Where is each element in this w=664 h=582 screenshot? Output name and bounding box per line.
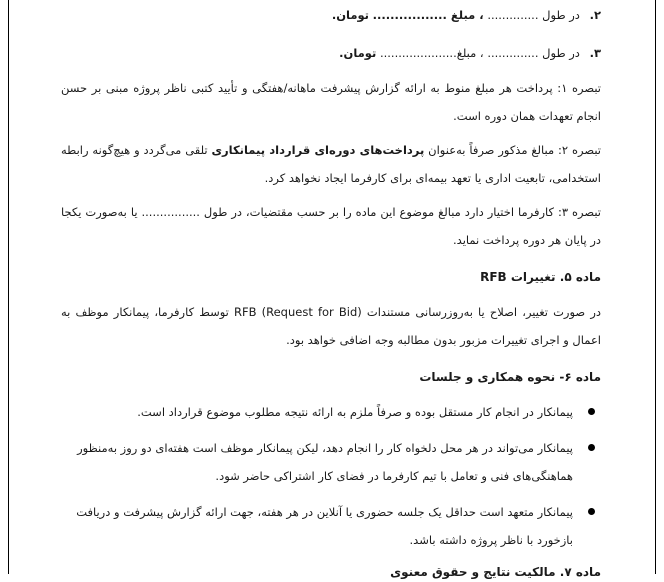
bullet-icon <box>588 444 595 451</box>
note-2-before: تبصره ۲: مبالغ مذکور صرفاً به‌عنوان <box>424 143 602 157</box>
item-amount-label: ، مبلغ ................. <box>372 8 484 22</box>
document-content <box>61 0 601 562</box>
bullet-icon <box>588 408 595 415</box>
item-currency: تومان. <box>339 46 377 60</box>
note-2 <box>61 136 601 192</box>
list-item <box>61 498 573 554</box>
article-5-title: ماده ۵. تغییرات RFB <box>480 270 601 284</box>
note-3: تبصره ۳: کارفرما اختیار دارد مبالغ موضوع این ماده را بر حسب مقتضیات، در طول ................ یا به‌صورت یکجا در پایان هر دوره پرداخت نماید. <box>61 205 601 247</box>
note-1: تبصره ۱: پرداخت هر مبلغ منوط به ارائه گزارش پیشرفت ماهانه/هفتگی و تأیید کتبی ناظر پروژه مبنی بر حسن انجام تعهدات همان دوره است. <box>61 81 602 123</box>
note-2-after: تلقی می‌گردد و هیچ‌گونه رابطه استخدامی، تابعیت اداری یا تعهد بیمه‌ای برای کارفرما ایجاد نخواهد کرد. <box>61 143 601 185</box>
item-period: در طول .............. <box>487 8 580 22</box>
list-item-text: پیمانکار می‌تواند در هر محل دلخواه کار را انجام دهد، لیکن پیمانکار موظف است هفته‌ای دو روز به‌منظور هماهنگی‌های فنی و تعامل با تیم کارفرما در فضای کار اشتراکی حاضر شود. <box>77 441 573 483</box>
note-2-bold: پرداخت‌های دوره‌ای قرارداد پیمانکاری <box>211 143 425 157</box>
item-amount-label: ، مبلغ..................... <box>379 46 484 60</box>
list-item-text: پیمانکار متعهد است حداقل یک جلسه حضوری یا آنلاین در هر هفته، جهت ارائه گزارش پیشرفت و دریافت بازخورد با ناظر پروژه داشته باشد. <box>76 505 573 547</box>
item-number: ۲. <box>589 8 601 22</box>
article-7-title-partial: ماده ۷. مالکیت نتایج و حقوق معنوی <box>390 565 601 579</box>
item-number: ۳. <box>589 46 601 60</box>
article-6-list <box>61 398 601 554</box>
document-page <box>8 0 656 579</box>
list-item <box>61 398 573 426</box>
list-item <box>61 434 573 490</box>
payment-item-2 <box>61 0 601 30</box>
list-item-text: پیمانکار در انجام کار مستقل بوده و صرفاً ملزم به ارائه نتیجه مطلوب موضوع قرارداد است. <box>137 405 573 419</box>
bullet-icon <box>588 508 595 515</box>
payment-item-3 <box>61 38 601 68</box>
article-5-body: در صورت تغییر، اصلاح یا به‌روزرسانی مستندات RFB (Request for Bid) توسط کارفرما، پیمانکار موظف به اعمال و اجرای تغییرات مزبور بدون مطالبه وجه اضافی خواهد بود. <box>61 305 601 347</box>
item-currency: تومان. <box>331 8 369 22</box>
item-period: در طول .............. <box>487 46 580 60</box>
article-6-title: ماده ۶- نحوه همکاری و جلسات <box>419 370 601 384</box>
